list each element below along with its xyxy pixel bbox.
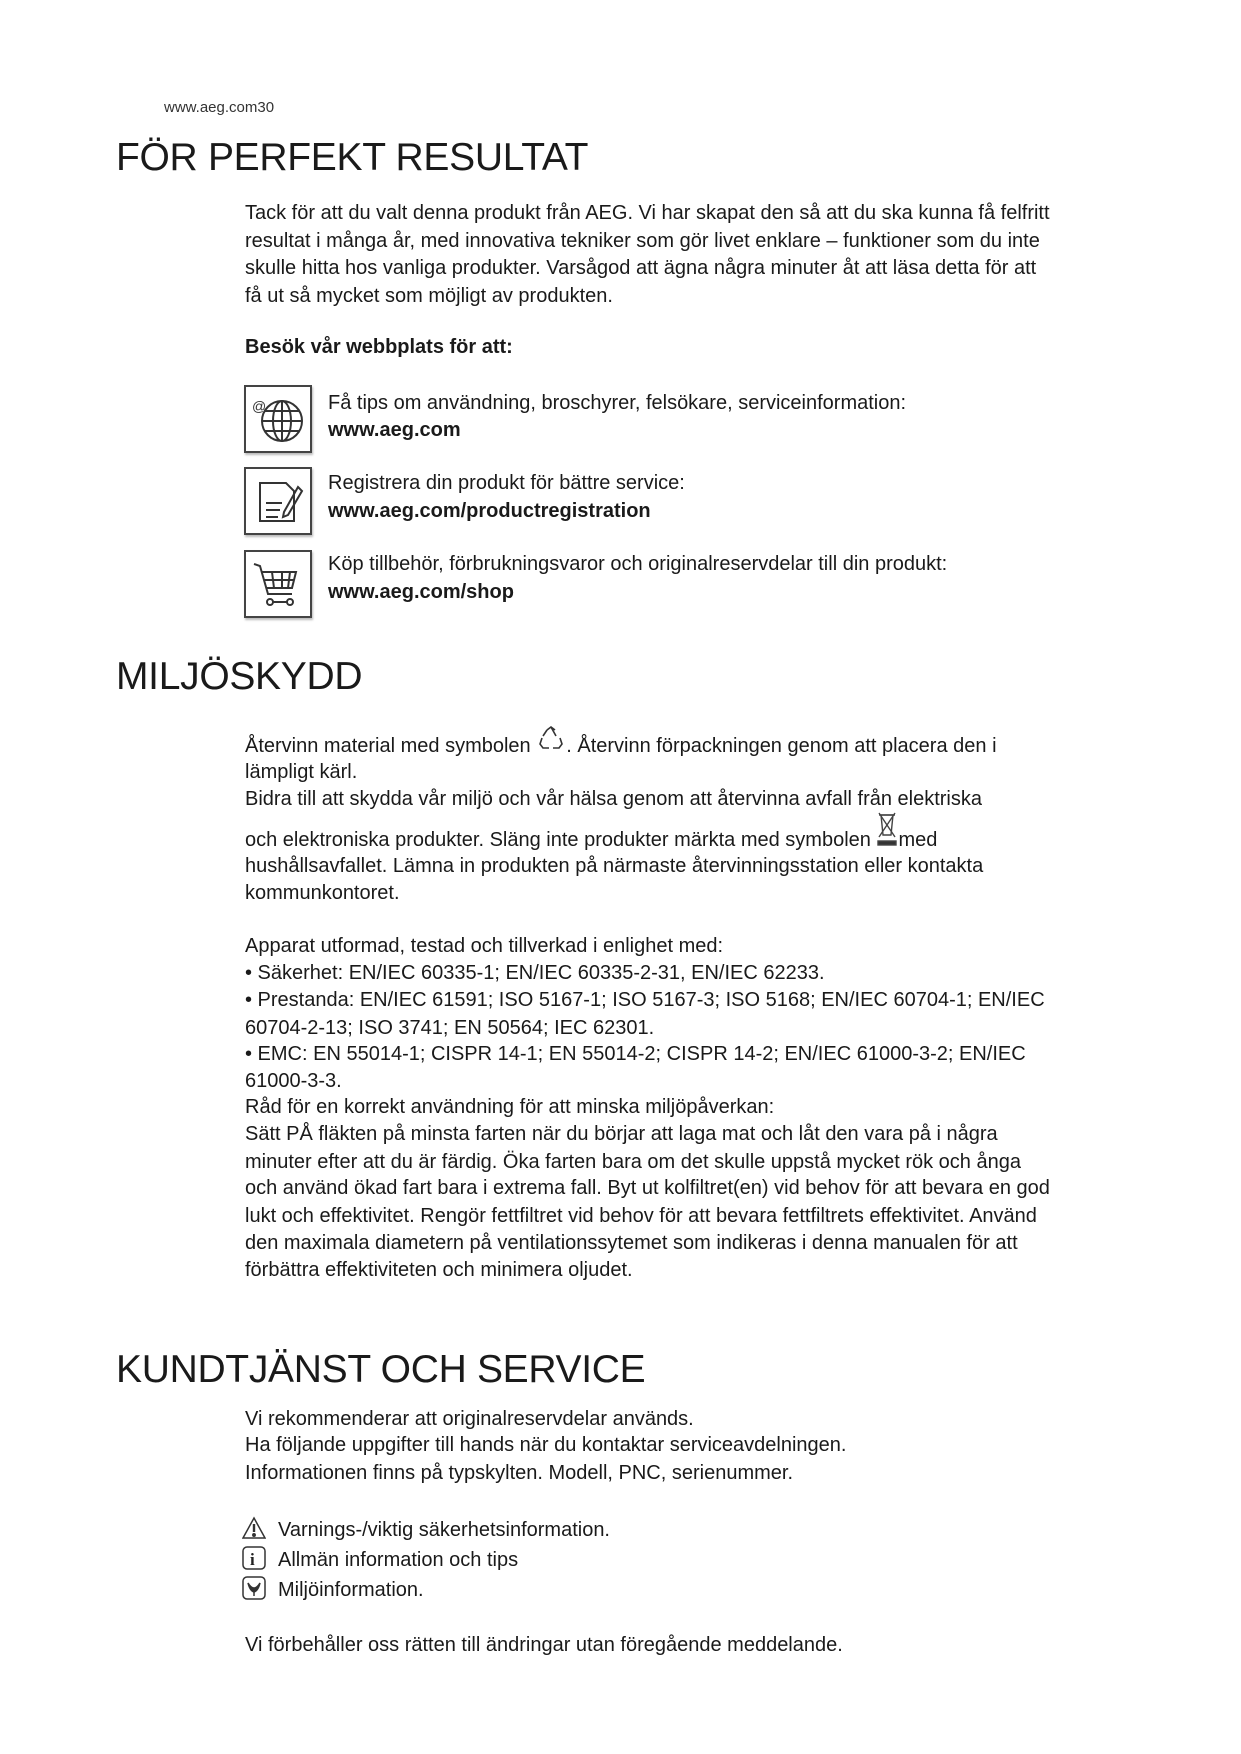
weee-line [245, 827, 937, 853]
body-line: Råd för en korrekt användning för att minska miljöpåverkan: [245, 1096, 775, 1118]
body-line: Ha följande uppgifter till hands när du kontaktar serviceavdelningen. [245, 1434, 847, 1456]
page-reference: www.aeg.com30 [164, 99, 275, 116]
body-line: 60704-2-13; ISO 3741; EN 50564; IEC 62301. [245, 1017, 655, 1039]
link-shop[interactable]: www.aeg.com/shop [328, 581, 514, 603]
weee-bin-icon [876, 811, 898, 849]
body-line: Bidra till att skydda vår miljö och vår hälsa genom att återvinna avfall från elektriska [245, 788, 983, 810]
registration-icon [244, 467, 312, 535]
symbol-description: Varnings-/viktig säkerhetsinformation. [278, 1519, 610, 1541]
symbol-description: Miljöinformation. [278, 1579, 424, 1601]
body-line: • EMC: EN 55014-1; CISPR 14-1; EN 55014-2; CISPR 14-2; EN/IEC 61000-3-2; EN/IEC [245, 1043, 1026, 1065]
environment-icon [242, 1576, 266, 1600]
warning-icon [242, 1516, 266, 1540]
svg-text:i: i [250, 1550, 255, 1569]
weee-text: och elektroniska produkter. Släng inte produkter märkta med symbolen [245, 829, 871, 851]
section-title-customer-service: KUNDTJÄNST OCH SERVICE [116, 1348, 646, 1391]
recycle-text-cont: . Återvinn förpackningen genom att placera den i [566, 735, 997, 757]
shopping-cart-icon [244, 550, 312, 618]
link-description: Registrera din produkt för bättre service: [328, 472, 685, 494]
recycle-line [245, 733, 997, 759]
link-product-registration[interactable]: www.aeg.com/productregistration [328, 500, 651, 522]
section-title-perfect-result: FÖR PERFEKT RESULTAT [116, 136, 589, 179]
body-line: och använd ökad fart bara i extrema fall. Byt ut kolfiltret(en) vid behov för att bevara en god [245, 1177, 1050, 1199]
info-icon [242, 1546, 266, 1570]
section-title-environment: MILJÖSKYDD [116, 655, 363, 698]
intro-line: skulle hitta hos vanliga produkter. Varsågod att ägna några minuter åt att läsa detta för att [245, 257, 1037, 279]
body-line: kommunkontoret. [245, 882, 400, 904]
body-line: 61000-3-3. [245, 1070, 342, 1092]
body-line: minuter efter att du är färdig. Öka farten bara om det skulle uppstå mycket rök och ånga [245, 1151, 1021, 1173]
body-line: Vi rekommenderar att originalreservdelar används. [245, 1408, 694, 1430]
disclaimer: Vi förbehåller oss rätten till ändringar utan föregående meddelande. [245, 1634, 843, 1656]
symbol-description: Allmän information och tips [278, 1549, 519, 1571]
visit-heading: Besök vår webbplats för att: [245, 336, 513, 358]
body-line: Sätt PÅ fläkten på minsta farten när du börjar att laga mat och låt den vara på i några [245, 1123, 998, 1145]
globe-icon [244, 385, 312, 453]
recycle-text: Återvinn material med symbolen [245, 735, 531, 757]
body-line: förbättra effektiviteten och minimera oljudet. [245, 1259, 633, 1281]
link-description: Köp tillbehör, förbrukningsvaror och originalreservdelar till din produkt: [328, 553, 948, 575]
body-line: den maximala diametern på ventilationssytemet som indikeras i denna manualen för att [245, 1232, 1018, 1254]
body-line: • Prestanda: EN/IEC 61591; ISO 5167-1; ISO 5167-3; ISO 5168; EN/IEC 60704-1; EN/IEC [245, 989, 1045, 1011]
body-line: Apparat utformad, testad och tillverkad i enlighet med: [245, 935, 724, 957]
link-aeg-com[interactable]: www.aeg.com [328, 419, 461, 441]
intro-line: resultat i många år, med innovativa tekniker som gör livet enklare – funktioner som du inte [245, 230, 1040, 252]
body-line: hushållsavfallet. Lämna in produkten på närmaste återvinningsstation eller kontakta [245, 855, 984, 877]
body-line: lukt och effektivitet. Rengör fettfiltret vid behov för att bevara fettfiltrets effektivitet. Använd [245, 1205, 1037, 1227]
link-description: Få tips om användning, broschyrer, felsökare, serviceinformation: [328, 392, 907, 414]
body-line: lämpligt kärl. [245, 761, 358, 783]
recycle-icon [536, 724, 566, 754]
intro-line: Tack för att du valt denna produkt från AEG. Vi har skapat den så att du ska kunna få felfritt [245, 202, 1050, 224]
body-line: Informationen finns på typskylten. Modell, PNC, serienummer. [245, 1462, 794, 1484]
intro-line: få ut så mycket som möjligt av produkten. [245, 285, 613, 307]
body-line: • Säkerhet: EN/IEC 60335-1; EN/IEC 60335-2-31, EN/IEC 62233. [245, 962, 825, 984]
weee-text-cont: med [898, 829, 938, 851]
svg-text:@: @ [252, 398, 267, 414]
